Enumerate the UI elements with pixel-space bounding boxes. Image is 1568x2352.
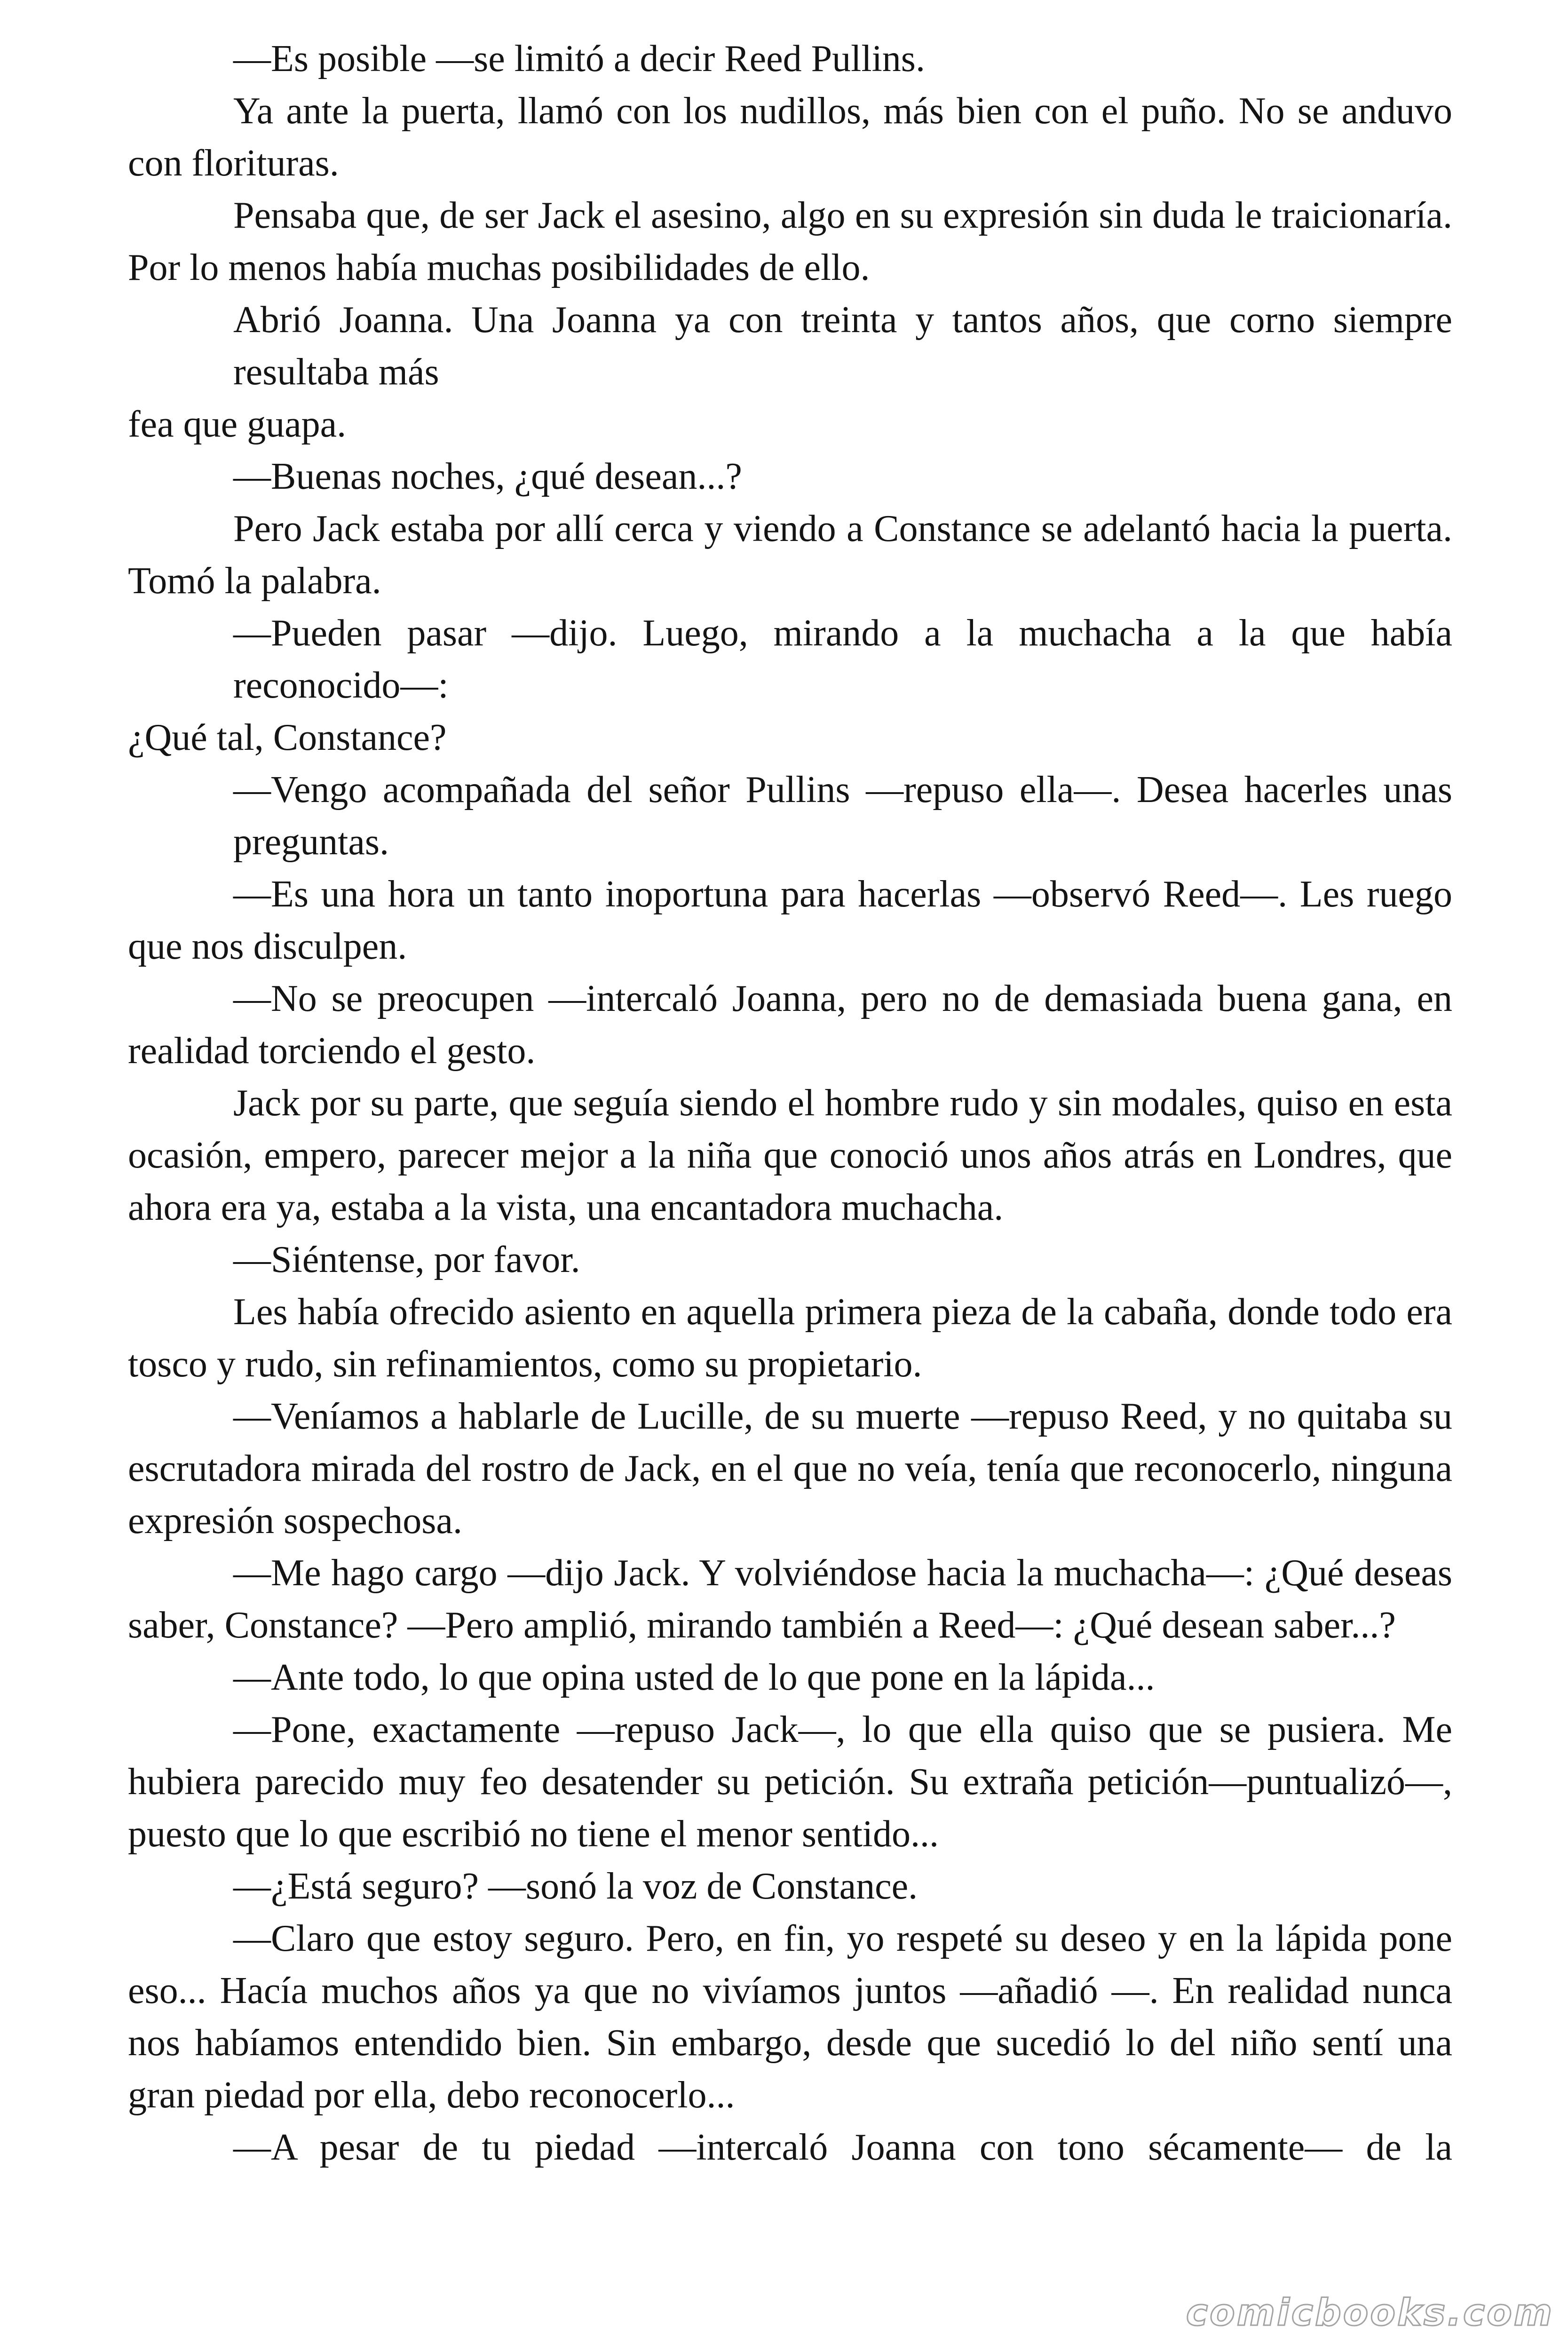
paragraph: —Pueden pasar —dijo. Luego, mirando a la muchacha a la que había reconocido—: [233,612,1452,706]
paragraph: Les había ofrecido asiento en aquella primera pieza de la cabaña, donde todo era tosco y rudo, sin refinamientos, como su propietario. [128,1291,1452,1385]
paragraph: Jack por su parte, que seguía siendo el hombre rudo y sin modales, quiso en esta ocasión, empero, parecer mejor a la niña que conoció unos años atrás en Londres, que ahora era ya, estaba a la vista, una encantadora muchacha. [128,1082,1452,1228]
paragraph: —A pesar de tu piedad —intercaló Joanna con tono sécamente— de la [233,2127,1452,2168]
paragraph: Ya ante la puerta, llamó con los nudillos, más bien con el puño. No se anduvo con florituras. [128,90,1452,184]
paragraph: fea que guapa. [128,404,347,445]
paragraph: —Vengo acompañada del señor Pullins —repuso ella—. Desea hacerles unas preguntas. [233,769,1452,863]
paragraph: Pero Jack estaba por allí cerca y viendo a Constance se adelantó hacia la puerta. Tomó la palabra. [128,508,1452,602]
watermark-logo: comicbooks.com [1186,2292,1554,2334]
paragraph: —Es una hora un tanto inoportuna para hacerlas —observó Reed—. Les ruego que nos disculpen. [128,874,1452,967]
paragraph: —Buenas noches, ¿qué desean...? [233,456,742,497]
paragraph: —Veníamos a hablarle de Lucille, de su muerte —repuso Reed, y no quitaba su escrutadora mirada del rostro de Jack, en el que no veía, tenía que reconocerlo, ninguna expresión sospechosa. [128,1396,1452,1542]
page-text [128,33,1452,2174]
paragraph: ¿Qué tal, Constance? [128,717,447,758]
paragraph: —Claro que estoy seguro. Pero, en fin, yo respeté su deseo y en la lápida pone eso... Hacía muchos años ya que no vivíamos juntos —añadió —. En realidad nunca nos habíamos entendido bien. Sin embargo, desde que sucedió lo del niño sentí una gran piedad por ella, debo reconocerlo... [128,1918,1452,2116]
paragraph: —Pone, exactamente —repuso Jack—, lo que ella quiso que se pusiera. Me hubiera parecido muy feo desatender su petición. Su extraña petición—puntualizó—, puesto que lo que escribió no tiene el menor sentido... [128,1709,1452,1855]
paragraph: —¿Está seguro? —sonó la voz de Constance. [233,1866,918,1907]
paragraph: —No se preocupen —intercaló Joanna, pero no de demasiada buena gana, en realidad torciendo el gesto. [128,978,1452,1072]
paragraph: Abrió Joanna. Una Joanna ya con treinta y tantos años, que corno siempre resultaba más [233,299,1452,393]
paragraph: —Ante todo, lo que opina usted de lo que pone en la lápida... [233,1657,1155,1698]
paragraph: —Es posible —se limitó a decir Reed Pullins. [233,38,925,79]
paragraph: —Me hago cargo —dijo Jack. Y volviéndose hacia la muchacha—: ¿Qué deseas saber, Constance? —Pero amplió, mirando también a Reed—: ¿Qué desean saber...? [128,1552,1452,1646]
paragraph: —Siéntense, por favor. [233,1239,580,1280]
paragraph: Pensaba que, de ser Jack el asesino, algo en su expresión sin duda le traicionaría. Por lo menos había muchas posibilidades de ello. [128,195,1452,288]
